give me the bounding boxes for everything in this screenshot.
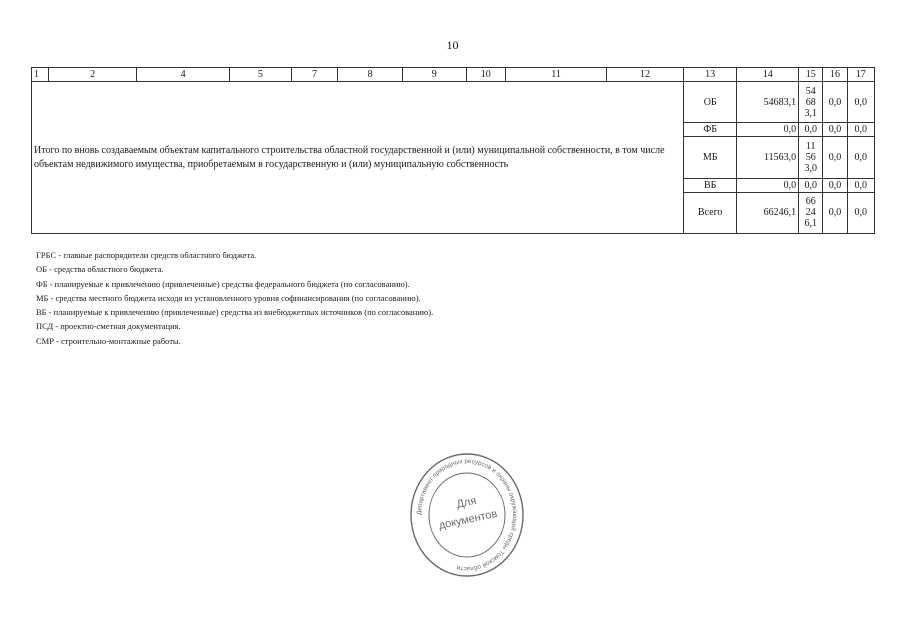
cell-col17: 0,0 bbox=[847, 178, 874, 192]
row-description: Итого по вновь создаваемым объектам капитального строительства областной государственной и (или) муниципальной собственности, в том числе объектам недвижимого имущества, приобретаемым в государственную и (или) муниципальную собственность bbox=[32, 82, 684, 234]
cell-col16: 0,0 bbox=[823, 82, 847, 123]
col-header: 7 bbox=[291, 68, 337, 82]
col-header: 11 bbox=[506, 68, 607, 82]
stamp-ring-text: Департамент природных ресурсов и охраны окружающей среды Томской области bbox=[415, 457, 519, 573]
cell-col14: 0,0 bbox=[737, 178, 799, 192]
cell-col17: 0,0 bbox=[847, 137, 874, 178]
funding-source: Всего bbox=[683, 192, 737, 233]
funding-source: ОБ bbox=[683, 82, 737, 123]
col-header: 14 bbox=[737, 68, 799, 82]
col-header: 8 bbox=[338, 68, 403, 82]
cell-col16: 0,0 bbox=[823, 178, 847, 192]
note-line: ГРБС - главные распорядители средств областного бюджета. bbox=[36, 250, 257, 260]
funding-source: ВБ bbox=[683, 178, 737, 192]
note-line: ПСД - проектно-сметная документация. bbox=[36, 321, 181, 332]
cell-col15: 0,0 bbox=[799, 123, 823, 137]
cell-col14: 0,0 bbox=[737, 123, 799, 137]
cell-col15: 66 24 6,1 bbox=[799, 192, 823, 233]
cell-col17: 0,0 bbox=[847, 123, 874, 137]
abbreviation-notes bbox=[36, 248, 433, 348]
cell-col14: 54683,1 bbox=[737, 82, 799, 123]
note-line: ВБ - планируемые к привлечению (привлеченные) средства из внебюджетных источников (по согласованию). bbox=[36, 307, 434, 318]
table-row bbox=[32, 82, 875, 123]
col-header: 9 bbox=[402, 68, 466, 82]
cell-col15: 11 56 3,0 bbox=[799, 137, 823, 178]
cell-col16: 0,0 bbox=[823, 137, 847, 178]
budget-table bbox=[31, 67, 875, 234]
col-header: 13 bbox=[683, 68, 737, 82]
col-header: 12 bbox=[607, 68, 684, 82]
funding-source: ФБ bbox=[683, 123, 737, 137]
note-line: МБ - средства местного бюджета исходя из установленного уровня софинансирования (по согласованию). bbox=[36, 292, 421, 303]
page-number: 10 bbox=[446, 38, 459, 52]
cell-col17: 0,0 bbox=[847, 82, 874, 123]
note-line: СМР - строительно-монтажные работы. bbox=[36, 335, 181, 346]
col-header: 1 bbox=[32, 68, 49, 82]
col-header: 5 bbox=[230, 68, 292, 82]
col-header: 2 bbox=[49, 68, 137, 82]
cell-col16: 0,0 bbox=[823, 123, 847, 137]
cell-col17: 0,0 bbox=[847, 192, 874, 233]
col-header: 17 bbox=[847, 68, 874, 82]
document-stamp bbox=[409, 453, 525, 577]
cell-col14: 66246,1 bbox=[737, 192, 799, 233]
cell-col15: 0,0 bbox=[799, 178, 823, 192]
col-header: 10 bbox=[466, 68, 505, 82]
cell-col15: 54 68 3,1 bbox=[799, 82, 823, 123]
stamp-text-line1: Для bbox=[455, 494, 478, 511]
cell-col16: 0,0 bbox=[823, 192, 847, 233]
funding-source: МБ bbox=[683, 137, 737, 178]
col-header: 4 bbox=[137, 68, 230, 82]
col-header: 16 bbox=[823, 68, 847, 82]
table-header-row bbox=[32, 68, 875, 82]
stamp-text-line2: документов bbox=[437, 507, 499, 532]
col-header: 15 bbox=[799, 68, 823, 82]
cell-col14: 11563,0 bbox=[737, 137, 799, 178]
note-line: ОБ - средства областного бюджета. bbox=[36, 264, 164, 275]
note-line: ФБ - планируемые к привлечению (привлеченные) средства федерального бюджета (по согласованию). bbox=[36, 278, 410, 289]
